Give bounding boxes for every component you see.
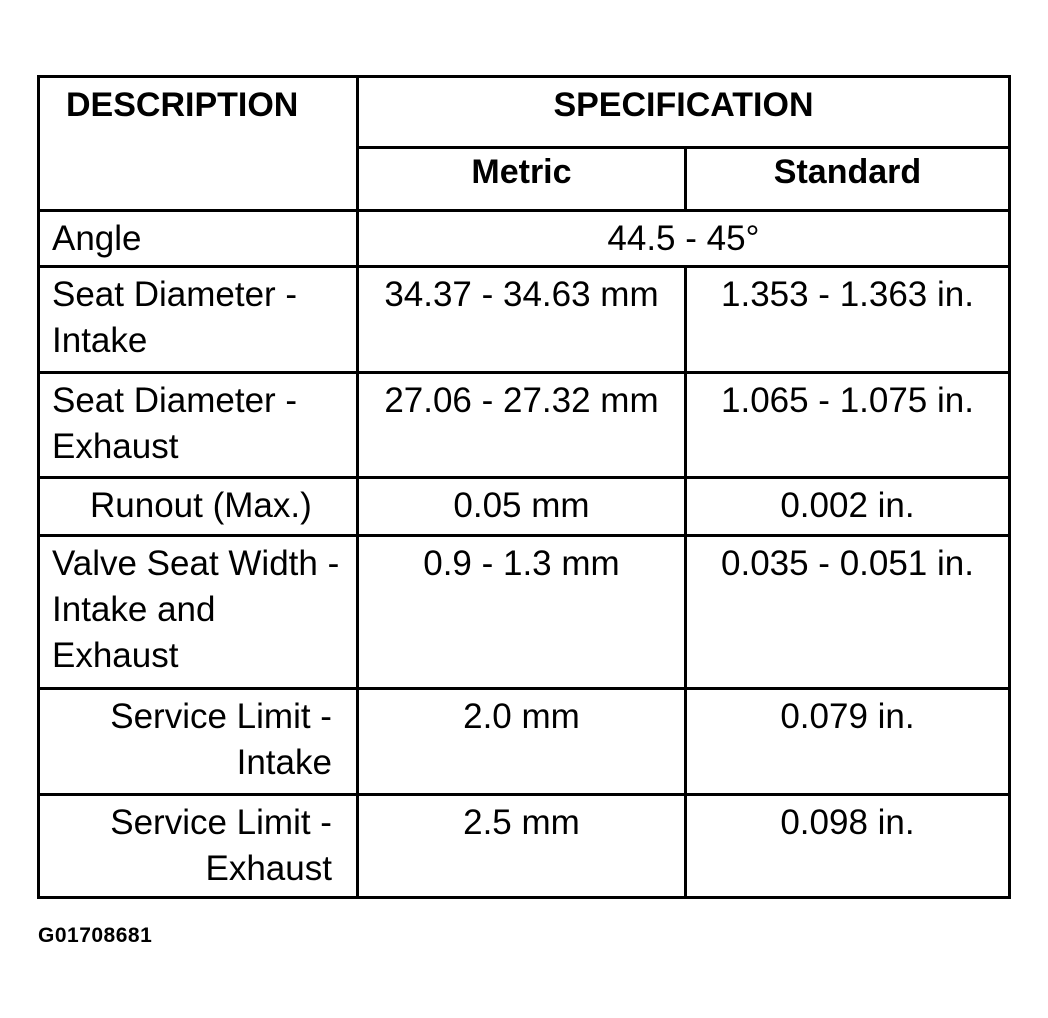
header-row xyxy=(39,77,1010,148)
table-row xyxy=(39,267,1010,372)
header-description: DESCRIPTION xyxy=(39,77,358,211)
row-metric-value: 2.5 mm xyxy=(357,794,685,897)
row-description: Seat Diameter - Intake xyxy=(39,267,358,372)
table-row xyxy=(39,794,1010,897)
row-description: Angle xyxy=(39,211,358,267)
row-standard-value: 0.098 in. xyxy=(685,794,1009,897)
table-row xyxy=(39,478,1010,536)
table-row xyxy=(39,689,1010,794)
header-metric: Metric xyxy=(357,148,685,211)
header-standard: Standard xyxy=(685,148,1009,211)
row-standard-value: 1.065 - 1.075 in. xyxy=(685,372,1009,477)
row-standard-value: 0.079 in. xyxy=(685,689,1009,794)
row-metric-value: 27.06 - 27.32 mm xyxy=(357,372,685,477)
valve-seat-spec-table xyxy=(37,75,1011,899)
row-combined-value: 44.5 - 45° xyxy=(357,211,1009,267)
row-description: Service Limit - Exhaust xyxy=(39,794,358,897)
row-description: Seat Diameter - Exhaust xyxy=(39,372,358,477)
figure-id: G01708681 xyxy=(38,924,153,947)
row-metric-value: 2.0 mm xyxy=(357,689,685,794)
row-metric-value: 0.05 mm xyxy=(357,478,685,536)
row-standard-value: 1.353 - 1.363 in. xyxy=(685,267,1009,372)
table-row xyxy=(39,372,1010,477)
table-row xyxy=(39,211,1010,267)
row-description: Service Limit - Intake xyxy=(39,689,358,794)
row-standard-value: 0.002 in. xyxy=(685,478,1009,536)
row-standard-value: 0.035 - 0.051 in. xyxy=(685,536,1009,689)
table-row xyxy=(39,536,1010,689)
header-specification: SPECIFICATION xyxy=(357,77,1009,148)
row-metric-value: 34.37 - 34.63 mm xyxy=(357,267,685,372)
row-metric-value: 0.9 - 1.3 mm xyxy=(357,536,685,689)
row-description: Runout (Max.) xyxy=(39,478,358,536)
row-description: Valve Seat Width - Intake and Exhaust xyxy=(39,536,358,689)
